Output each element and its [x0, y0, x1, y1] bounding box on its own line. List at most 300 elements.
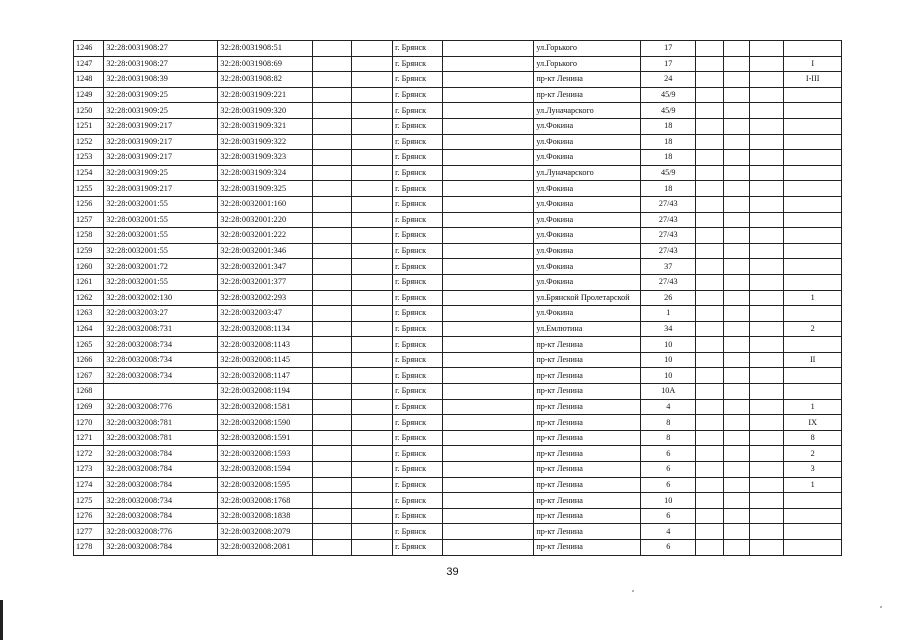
- empty-cell: [443, 540, 534, 556]
- row-number: 1268: [74, 384, 104, 400]
- premises-number-cell: [784, 259, 842, 275]
- empty-cell: [723, 118, 749, 134]
- row-number: 1249: [74, 87, 104, 103]
- parcel-cadastral-number: 32:28:0032001:55: [104, 243, 218, 259]
- table-row: [74, 384, 842, 400]
- empty-cell: [443, 212, 534, 228]
- empty-cell: [352, 477, 393, 493]
- parcel-cadastral-number: 32:28:0032008:784: [104, 446, 218, 462]
- empty-cell: [352, 446, 393, 462]
- empty-cell: [696, 290, 723, 306]
- premises-number-cell: [784, 103, 842, 119]
- city-cell: г. Брянск: [393, 399, 443, 415]
- premises-number-cell: 8: [784, 430, 842, 446]
- empty-cell: [443, 87, 534, 103]
- street-cell: ул.Фокина: [534, 274, 641, 290]
- city-cell: г. Брянск: [393, 384, 443, 400]
- empty-cell: [352, 352, 393, 368]
- house-number-cell: 18: [641, 118, 696, 134]
- row-number: 1255: [74, 181, 104, 197]
- empty-cell: [312, 430, 352, 446]
- table-row: [74, 508, 842, 524]
- parcel-cadastral-number: 32:28:0032008:776: [104, 399, 218, 415]
- empty-cell: [352, 118, 393, 134]
- street-cell: пр-кт Ленина: [534, 368, 641, 384]
- empty-cell: [352, 150, 393, 166]
- premises-number-cell: [784, 306, 842, 322]
- empty-cell: [443, 290, 534, 306]
- page-number: 39: [446, 566, 459, 578]
- empty-cell: [312, 228, 352, 244]
- premises-number-cell: [784, 212, 842, 228]
- empty-cell: [443, 477, 534, 493]
- city-cell: г. Брянск: [393, 181, 443, 197]
- premises-number-cell: [784, 150, 842, 166]
- empty-cell: [749, 165, 784, 181]
- city-cell: г. Брянск: [393, 134, 443, 150]
- parcel-cadastral-number: 32:28:0032008:776: [104, 524, 218, 540]
- table-row: [74, 243, 842, 259]
- row-number: 1275: [74, 493, 104, 509]
- street-cell: ул.Луначарского: [534, 165, 641, 181]
- empty-cell: [352, 41, 393, 57]
- empty-cell: [749, 243, 784, 259]
- empty-cell: [312, 259, 352, 275]
- house-number-cell: 4: [641, 399, 696, 415]
- street-cell: пр-кт Ленина: [534, 524, 641, 540]
- premises-number-cell: [784, 384, 842, 400]
- parcel-cadastral-number: 32:28:0032008:731: [104, 321, 218, 337]
- house-number-cell: 27/43: [641, 274, 696, 290]
- premises-number-cell: [784, 368, 842, 384]
- empty-cell: [723, 274, 749, 290]
- empty-cell: [696, 181, 723, 197]
- street-cell: ул.Фокина: [534, 134, 641, 150]
- empty-cell: [696, 368, 723, 384]
- empty-cell: [696, 399, 723, 415]
- parcel-cadastral-number: 32:28:0032008:784: [104, 477, 218, 493]
- empty-cell: [312, 134, 352, 150]
- parcel-cadastral-number: 32:28:0032003:27: [104, 306, 218, 322]
- empty-cell: [352, 228, 393, 244]
- empty-cell: [696, 165, 723, 181]
- empty-cell: [696, 477, 723, 493]
- row-number: 1257: [74, 212, 104, 228]
- empty-cell: [723, 181, 749, 197]
- house-number-cell: 10: [641, 368, 696, 384]
- city-cell: г. Брянск: [393, 243, 443, 259]
- object-cadastral-number: 32:28:0031909:321: [218, 118, 312, 134]
- empty-cell: [312, 181, 352, 197]
- table-row: [74, 228, 842, 244]
- premises-number-cell: 1: [784, 399, 842, 415]
- street-cell: ул.Емлютина: [534, 321, 641, 337]
- row-number: 1278: [74, 540, 104, 556]
- empty-cell: [352, 87, 393, 103]
- city-cell: г. Брянск: [393, 352, 443, 368]
- row-number: 1253: [74, 150, 104, 166]
- row-number: 1263: [74, 306, 104, 322]
- empty-cell: [443, 134, 534, 150]
- empty-cell: [749, 462, 784, 478]
- empty-cell: [443, 462, 534, 478]
- empty-cell: [723, 150, 749, 166]
- parcel-cadastral-number: 32:28:0032008:734: [104, 352, 218, 368]
- premises-number-cell: [784, 274, 842, 290]
- empty-cell: [696, 56, 723, 72]
- house-number-cell: 24: [641, 72, 696, 88]
- table-row: [74, 87, 842, 103]
- empty-cell: [443, 399, 534, 415]
- street-cell: ул.Фокина: [534, 150, 641, 166]
- empty-cell: [312, 212, 352, 228]
- row-number: 1259: [74, 243, 104, 259]
- empty-cell: [749, 477, 784, 493]
- empty-cell: [723, 415, 749, 431]
- house-number-cell: 10А: [641, 384, 696, 400]
- empty-cell: [312, 103, 352, 119]
- empty-cell: [749, 72, 784, 88]
- table-row: [74, 477, 842, 493]
- table-row: [74, 352, 842, 368]
- empty-cell: [443, 415, 534, 431]
- premises-number-cell: 1: [784, 290, 842, 306]
- premises-number-cell: 1: [784, 477, 842, 493]
- empty-cell: [352, 399, 393, 415]
- parcel-cadastral-number: 32:28:0032008:781: [104, 430, 218, 446]
- table-row: [74, 446, 842, 462]
- empty-cell: [723, 134, 749, 150]
- empty-cell: [696, 352, 723, 368]
- city-cell: г. Брянск: [393, 493, 443, 509]
- row-number: 1265: [74, 337, 104, 353]
- city-cell: г. Брянск: [393, 306, 443, 322]
- city-cell: г. Брянск: [393, 508, 443, 524]
- empty-cell: [723, 446, 749, 462]
- empty-cell: [696, 274, 723, 290]
- parcel-cadastral-number: 32:28:0032001:72: [104, 259, 218, 275]
- premises-number-cell: [784, 524, 842, 540]
- registry-table: [73, 40, 842, 556]
- parcel-cadastral-number: 32:28:0032001:55: [104, 212, 218, 228]
- empty-cell: [723, 462, 749, 478]
- street-cell: пр-кт Ленина: [534, 352, 641, 368]
- empty-cell: [696, 337, 723, 353]
- parcel-cadastral-number: 32:28:0032002:130: [104, 290, 218, 306]
- row-number: 1277: [74, 524, 104, 540]
- empty-cell: [749, 103, 784, 119]
- city-cell: г. Брянск: [393, 337, 443, 353]
- row-number: 1267: [74, 368, 104, 384]
- house-number-cell: 27/43: [641, 243, 696, 259]
- house-number-cell: 10: [641, 337, 696, 353]
- scan-edge-mark: [0, 600, 3, 640]
- empty-cell: [352, 384, 393, 400]
- city-cell: г. Брянск: [393, 87, 443, 103]
- table-row: [74, 290, 842, 306]
- house-number-cell: 6: [641, 446, 696, 462]
- empty-cell: [723, 103, 749, 119]
- object-cadastral-number: 32:28:0032002:293: [218, 290, 312, 306]
- table-row: [74, 196, 842, 212]
- table-row: [74, 150, 842, 166]
- parcel-cadastral-number: 32:28:0032008:734: [104, 493, 218, 509]
- premises-number-cell: [784, 540, 842, 556]
- city-cell: г. Брянск: [393, 446, 443, 462]
- row-number: 1266: [74, 352, 104, 368]
- empty-cell: [352, 72, 393, 88]
- house-number-cell: 6: [641, 477, 696, 493]
- premises-number-cell: 2: [784, 321, 842, 337]
- empty-cell: [312, 477, 352, 493]
- empty-cell: [312, 87, 352, 103]
- empty-cell: [749, 430, 784, 446]
- street-cell: пр-кт Ленина: [534, 446, 641, 462]
- empty-cell: [352, 134, 393, 150]
- street-cell: ул.Фокина: [534, 306, 641, 322]
- object-cadastral-number: 32:28:0032008:1593: [218, 446, 312, 462]
- empty-cell: [749, 41, 784, 57]
- object-cadastral-number: 32:28:0032008:1590: [218, 415, 312, 431]
- empty-cell: [749, 134, 784, 150]
- empty-cell: [723, 228, 749, 244]
- empty-cell: [443, 72, 534, 88]
- street-cell: ул.Фокина: [534, 212, 641, 228]
- premises-number-cell: 3: [784, 462, 842, 478]
- empty-cell: [312, 165, 352, 181]
- city-cell: г. Брянск: [393, 150, 443, 166]
- street-cell: ул.Фокина: [534, 181, 641, 197]
- empty-cell: [749, 150, 784, 166]
- city-cell: г. Брянск: [393, 462, 443, 478]
- row-number: 1248: [74, 72, 104, 88]
- empty-cell: [723, 384, 749, 400]
- empty-cell: [312, 368, 352, 384]
- empty-cell: [749, 368, 784, 384]
- empty-cell: [352, 321, 393, 337]
- parcel-cadastral-number: 32:28:0032001:55: [104, 228, 218, 244]
- street-cell: ул.Фокина: [534, 228, 641, 244]
- house-number-cell: 6: [641, 540, 696, 556]
- street-cell: пр-кт Ленина: [534, 477, 641, 493]
- empty-cell: [443, 196, 534, 212]
- object-cadastral-number: 32:28:0032008:1594: [218, 462, 312, 478]
- empty-cell: [352, 196, 393, 212]
- object-cadastral-number: 32:28:0031908:69: [218, 56, 312, 72]
- empty-cell: [443, 337, 534, 353]
- row-number: 1251: [74, 118, 104, 134]
- empty-cell: [749, 228, 784, 244]
- empty-cell: [723, 352, 749, 368]
- parcel-cadastral-number: 32:28:0032008:784: [104, 540, 218, 556]
- house-number-cell: 4: [641, 524, 696, 540]
- empty-cell: [443, 306, 534, 322]
- premises-number-cell: [784, 243, 842, 259]
- empty-cell: [443, 384, 534, 400]
- empty-cell: [723, 72, 749, 88]
- empty-cell: [352, 212, 393, 228]
- row-number: 1276: [74, 508, 104, 524]
- street-cell: пр-кт Ленина: [534, 462, 641, 478]
- table-row: [74, 462, 842, 478]
- empty-cell: [352, 430, 393, 446]
- empty-cell: [443, 446, 534, 462]
- parcel-cadastral-number: 32:28:0032001:55: [104, 196, 218, 212]
- premises-number-cell: [784, 196, 842, 212]
- empty-cell: [312, 524, 352, 540]
- empty-cell: [749, 352, 784, 368]
- empty-cell: [312, 352, 352, 368]
- empty-cell: [723, 321, 749, 337]
- empty-cell: [443, 243, 534, 259]
- parcel-cadastral-number: 32:28:0031909:25: [104, 87, 218, 103]
- empty-cell: [749, 524, 784, 540]
- table-row: [74, 56, 842, 72]
- empty-cell: [312, 446, 352, 462]
- empty-cell: [696, 243, 723, 259]
- empty-cell: [443, 228, 534, 244]
- empty-cell: [352, 243, 393, 259]
- empty-cell: [352, 181, 393, 197]
- premises-number-cell: [784, 87, 842, 103]
- city-cell: г. Брянск: [393, 228, 443, 244]
- table-row: [74, 321, 842, 337]
- parcel-cadastral-number: 32:28:0032008:734: [104, 337, 218, 353]
- empty-cell: [312, 56, 352, 72]
- empty-cell: [696, 41, 723, 57]
- object-cadastral-number: 32:28:0032003:47: [218, 306, 312, 322]
- house-number-cell: 45/9: [641, 87, 696, 103]
- empty-cell: [352, 290, 393, 306]
- empty-cell: [696, 524, 723, 540]
- empty-cell: [696, 150, 723, 166]
- house-number-cell: 26: [641, 290, 696, 306]
- premises-number-cell: [784, 165, 842, 181]
- house-number-cell: 27/43: [641, 212, 696, 228]
- street-cell: ул.Горького: [534, 56, 641, 72]
- empty-cell: [696, 462, 723, 478]
- empty-cell: [749, 446, 784, 462]
- empty-cell: [312, 462, 352, 478]
- empty-cell: [696, 87, 723, 103]
- city-cell: г. Брянск: [393, 196, 443, 212]
- empty-cell: [723, 399, 749, 415]
- house-number-cell: 18: [641, 150, 696, 166]
- table-row: [74, 368, 842, 384]
- object-cadastral-number: 32:28:0031909:322: [218, 134, 312, 150]
- street-cell: пр-кт Ленина: [534, 399, 641, 415]
- empty-cell: [696, 228, 723, 244]
- table-row: [74, 430, 842, 446]
- parcel-cadastral-number: 32:28:0031908:27: [104, 56, 218, 72]
- empty-cell: [352, 259, 393, 275]
- table-row: [74, 212, 842, 228]
- empty-cell: [749, 415, 784, 431]
- empty-cell: [749, 274, 784, 290]
- empty-cell: [443, 493, 534, 509]
- empty-cell: [312, 337, 352, 353]
- parcel-cadastral-number: 32:28:0031909:217: [104, 150, 218, 166]
- row-number: 1247: [74, 56, 104, 72]
- empty-cell: [312, 415, 352, 431]
- parcel-cadastral-number: 32:28:0032008:734: [104, 368, 218, 384]
- row-number: 1256: [74, 196, 104, 212]
- empty-cell: [312, 306, 352, 322]
- empty-cell: [443, 150, 534, 166]
- parcel-cadastral-number: 32:28:0031909:217: [104, 118, 218, 134]
- street-cell: пр-кт Ленина: [534, 87, 641, 103]
- empty-cell: [312, 321, 352, 337]
- row-number: 1254: [74, 165, 104, 181]
- empty-cell: [443, 508, 534, 524]
- object-cadastral-number: 32:28:0032008:1768: [218, 493, 312, 509]
- parcel-cadastral-number: 32:28:0031908:27: [104, 41, 218, 57]
- street-cell: ул.Горького: [534, 41, 641, 57]
- empty-cell: [723, 259, 749, 275]
- empty-cell: [723, 337, 749, 353]
- street-cell: пр-кт Ленина: [534, 540, 641, 556]
- empty-cell: [696, 72, 723, 88]
- empty-cell: [352, 274, 393, 290]
- row-number: 1272: [74, 446, 104, 462]
- empty-cell: [352, 462, 393, 478]
- object-cadastral-number: 32:28:0031908:51: [218, 41, 312, 57]
- premises-number-cell: [784, 41, 842, 57]
- row-number: 1270: [74, 415, 104, 431]
- house-number-cell: 45/9: [641, 165, 696, 181]
- parcel-cadastral-number: 32:28:0032001:55: [104, 274, 218, 290]
- row-number: 1250: [74, 103, 104, 119]
- table-row: [74, 72, 842, 88]
- object-cadastral-number: 32:28:0031909:324: [218, 165, 312, 181]
- row-number: 1269: [74, 399, 104, 415]
- premises-number-cell: [784, 337, 842, 353]
- parcel-cadastral-number: [104, 384, 218, 400]
- empty-cell: [443, 430, 534, 446]
- table-row: [74, 118, 842, 134]
- parcel-cadastral-number: 32:28:0031909:25: [104, 165, 218, 181]
- empty-cell: [312, 508, 352, 524]
- empty-cell: [696, 321, 723, 337]
- table-row: [74, 103, 842, 119]
- empty-cell: [312, 290, 352, 306]
- empty-cell: [312, 118, 352, 134]
- street-cell: ул.Фокина: [534, 259, 641, 275]
- object-cadastral-number: 32:28:0032008:1194: [218, 384, 312, 400]
- empty-cell: [443, 259, 534, 275]
- object-cadastral-number: 32:28:0031909:221: [218, 87, 312, 103]
- empty-cell: [312, 196, 352, 212]
- empty-cell: [749, 196, 784, 212]
- empty-cell: [723, 306, 749, 322]
- street-cell: пр-кт Ленина: [534, 337, 641, 353]
- parcel-cadastral-number: 32:28:0031908:39: [104, 72, 218, 88]
- empty-cell: [749, 212, 784, 228]
- object-cadastral-number: 32:28:0032001:160: [218, 196, 312, 212]
- empty-cell: [723, 430, 749, 446]
- city-cell: г. Брянск: [393, 103, 443, 119]
- house-number-cell: 6: [641, 508, 696, 524]
- premises-number-cell: I-III: [784, 72, 842, 88]
- row-number: 1258: [74, 228, 104, 244]
- empty-cell: [723, 493, 749, 509]
- empty-cell: [749, 306, 784, 322]
- city-cell: г. Брянск: [393, 56, 443, 72]
- registry-rows: [74, 41, 842, 556]
- empty-cell: [749, 181, 784, 197]
- house-number-cell: 17: [641, 56, 696, 72]
- city-cell: г. Брянск: [393, 477, 443, 493]
